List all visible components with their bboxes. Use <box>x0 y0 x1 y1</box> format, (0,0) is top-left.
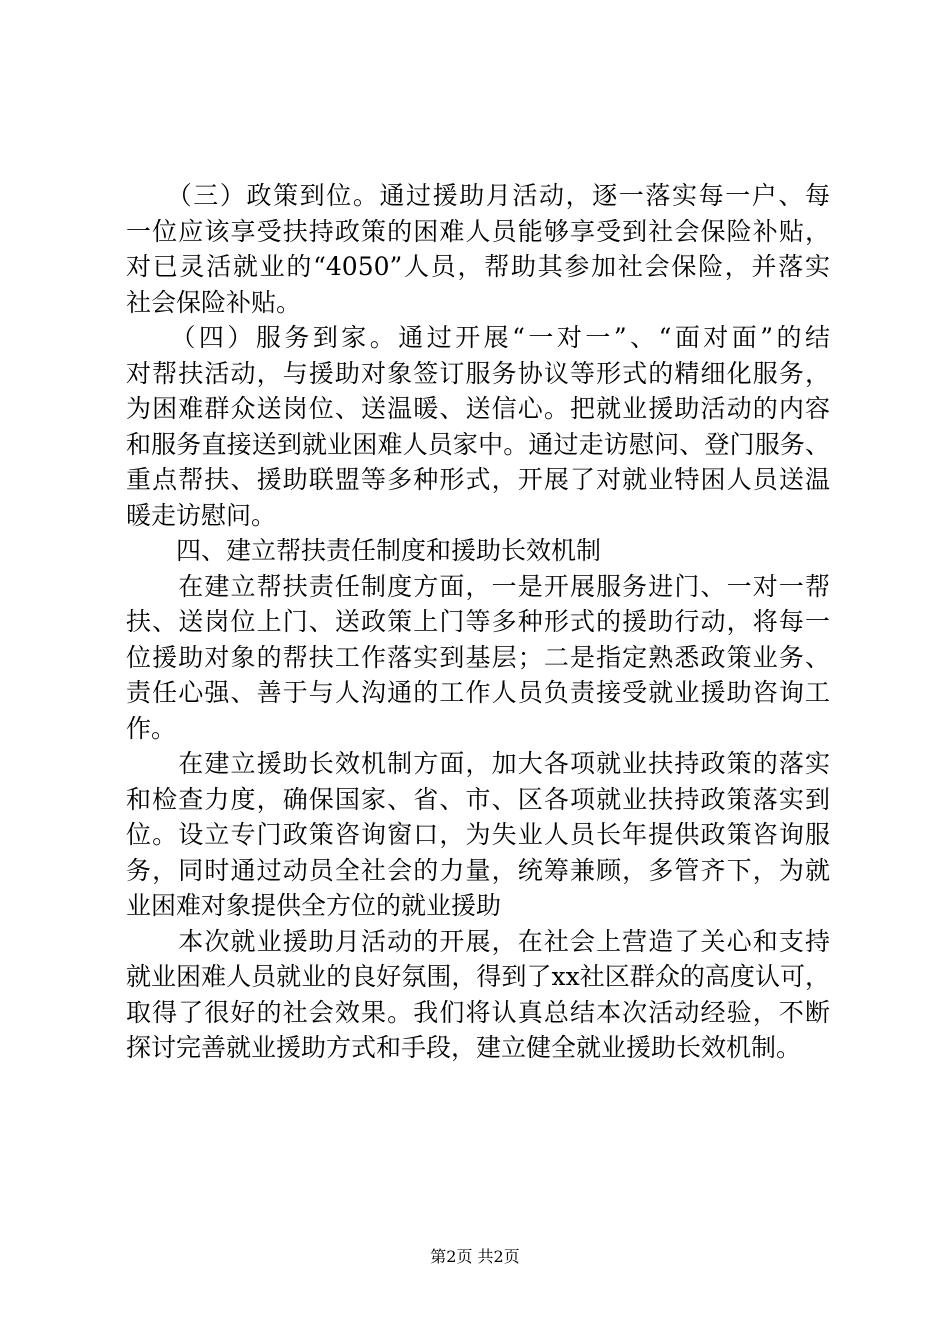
text-line: 在建立援助长效机制方面，加大各项就业扶持政策的落实 <box>126 749 830 778</box>
text-line: 在建立帮扶责任制度方面，一是开展服务进门、一对一帮 <box>126 571 830 601</box>
text-line: 对帮扶活动，与援助对象签订服务协议等形式的精细化服务， <box>126 358 830 388</box>
text-line: 务，同时通过动员全社会的力量，统筹兼顾，多管齐下，为就 <box>126 855 830 885</box>
text-line: 取得了很好的社会效果。我们将认真总结本次活动经验，不断 <box>126 997 830 1027</box>
page-footer <box>0 1245 950 1269</box>
text-line: 对已灵活就业的“4050”人员，帮助其参加社会保险，并落实 <box>126 252 830 281</box>
text-line: 社会保险补贴。 <box>126 287 302 317</box>
page-number: 第2页 共2页 <box>430 1247 520 1266</box>
text-line: 本次就业援助月活动的开展，在社会上营造了关心和支持 <box>126 926 830 956</box>
text-line: 位。设立专门政策咨询窗口，为失业人员长年提供政策咨询服 <box>126 820 830 849</box>
text-line: 暖走访慰问。 <box>126 500 277 530</box>
text-line: 一位应该享受扶持政策的困难人员能够享受到社会保险补贴， <box>126 216 830 246</box>
document-body <box>126 178 830 1066</box>
text-line: 为困难群众送岗位、送温暖、送信心。把就业援助活动的内容 <box>126 394 830 423</box>
text-line: 重点帮扶、援助联盟等多种形式，开展了对就业特困人员送温 <box>126 465 830 494</box>
text-line: （三）政策到位。通过援助月活动，逐一落实每一户、每 <box>126 181 830 210</box>
text-line: （四）服务到家。通过开展“一对一”、“面对面”的结 <box>126 323 830 352</box>
text-line: 扶、送岗位上门、送政策上门等多种形式的援助行动，将每一 <box>126 607 830 636</box>
text-line: 和服务直接送到就业困难人员家中。通过走访慰问、登门服务、 <box>126 429 830 459</box>
text-line: 和检查力度，确保国家、省、市、区各项就业扶持政策落实到 <box>126 784 830 814</box>
text-line: 作。 <box>126 713 177 743</box>
text-line: 位援助对象的帮扶工作落实到基层；二是指定熟悉政策业务、 <box>126 642 830 672</box>
section-heading: 四、建立帮扶责任制度和援助长效机制 <box>126 536 602 565</box>
text-line: 业困难对象提供全方位的就业援助 <box>126 891 502 920</box>
text-line: 探讨完善就业援助方式和手段，建立健全就业援助长效机制。 <box>126 1033 802 1062</box>
text-line: 就业困难人员就业的良好氛围，得到了xx社区群众的高度认可， <box>126 962 830 991</box>
text-line: 责任心强、善于与人沟通的工作人员负责接受就业援助咨询工 <box>126 678 830 707</box>
